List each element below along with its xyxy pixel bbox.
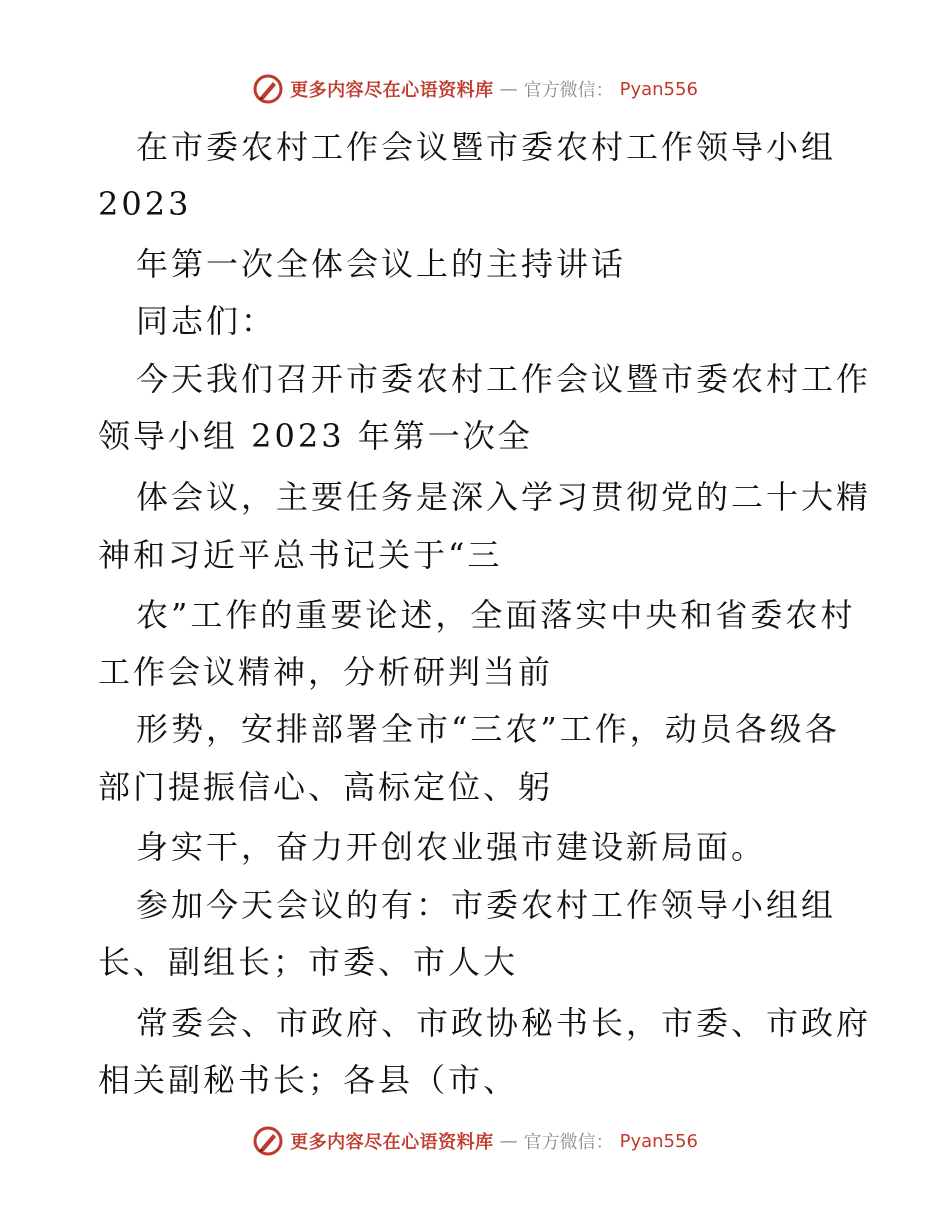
text-line: 领导小组 2023 年第一次全: [98, 417, 533, 455]
text-line: 2023: [98, 185, 192, 223]
header-watermark: [0, 72, 950, 106]
text-line: 常委会、市政府、市政协秘书长，市委、市政府: [136, 1004, 872, 1042]
text-line: 农”工作的重要论述，全面落实中央和省委农村: [136, 596, 856, 634]
text-line: 工作会议精神，分析研判当前: [98, 653, 554, 691]
text-line: 同志们：: [136, 302, 277, 340]
text-line: 神和习近平总书记关于“三: [98, 536, 503, 574]
watermark-official-label: 官方微信：: [523, 80, 614, 101]
text-line: 部门提振信心、高标定位、躬: [98, 768, 554, 806]
text-line: 在市委农村工作会议暨市委农村工作领导小组: [136, 128, 837, 166]
footer-watermark: [0, 1124, 950, 1158]
watermark-site-text: 更多内容尽在心语资料库: [290, 1132, 494, 1153]
watermark-site-text: 更多内容尽在心语资料库: [290, 80, 494, 101]
watermark-dash: —: [499, 78, 518, 100]
pen-logo-icon: [252, 1125, 284, 1157]
text-line: 形势，安排部署全市“三农”工作，动员各级各: [136, 710, 840, 748]
watermark-wechat-id: Pyan556: [619, 78, 698, 100]
text-line: 长、副组长；市委、市人大: [98, 943, 519, 981]
text-line: 今天我们召开市委农村工作会议暨市委农村工作: [136, 360, 872, 398]
pen-logo-icon: [252, 73, 284, 105]
text-line: 参加今天会议的有：市委农村工作领导小组组: [136, 886, 837, 924]
text-line: 相关副秘书长；各县（市、: [98, 1061, 519, 1099]
watermark-wechat-id: Pyan556: [619, 1130, 698, 1152]
watermark-official-label: 官方微信：: [523, 1132, 614, 1153]
text-line: 身实干，奋力开创农业强市建设新局面。: [136, 828, 767, 866]
text-line: 体会议，主要任务是深入学习贯彻党的二十大精: [136, 478, 872, 516]
watermark-dash: —: [499, 1130, 518, 1152]
text-line: 年第一次全体会议上的主持讲话: [136, 245, 627, 283]
